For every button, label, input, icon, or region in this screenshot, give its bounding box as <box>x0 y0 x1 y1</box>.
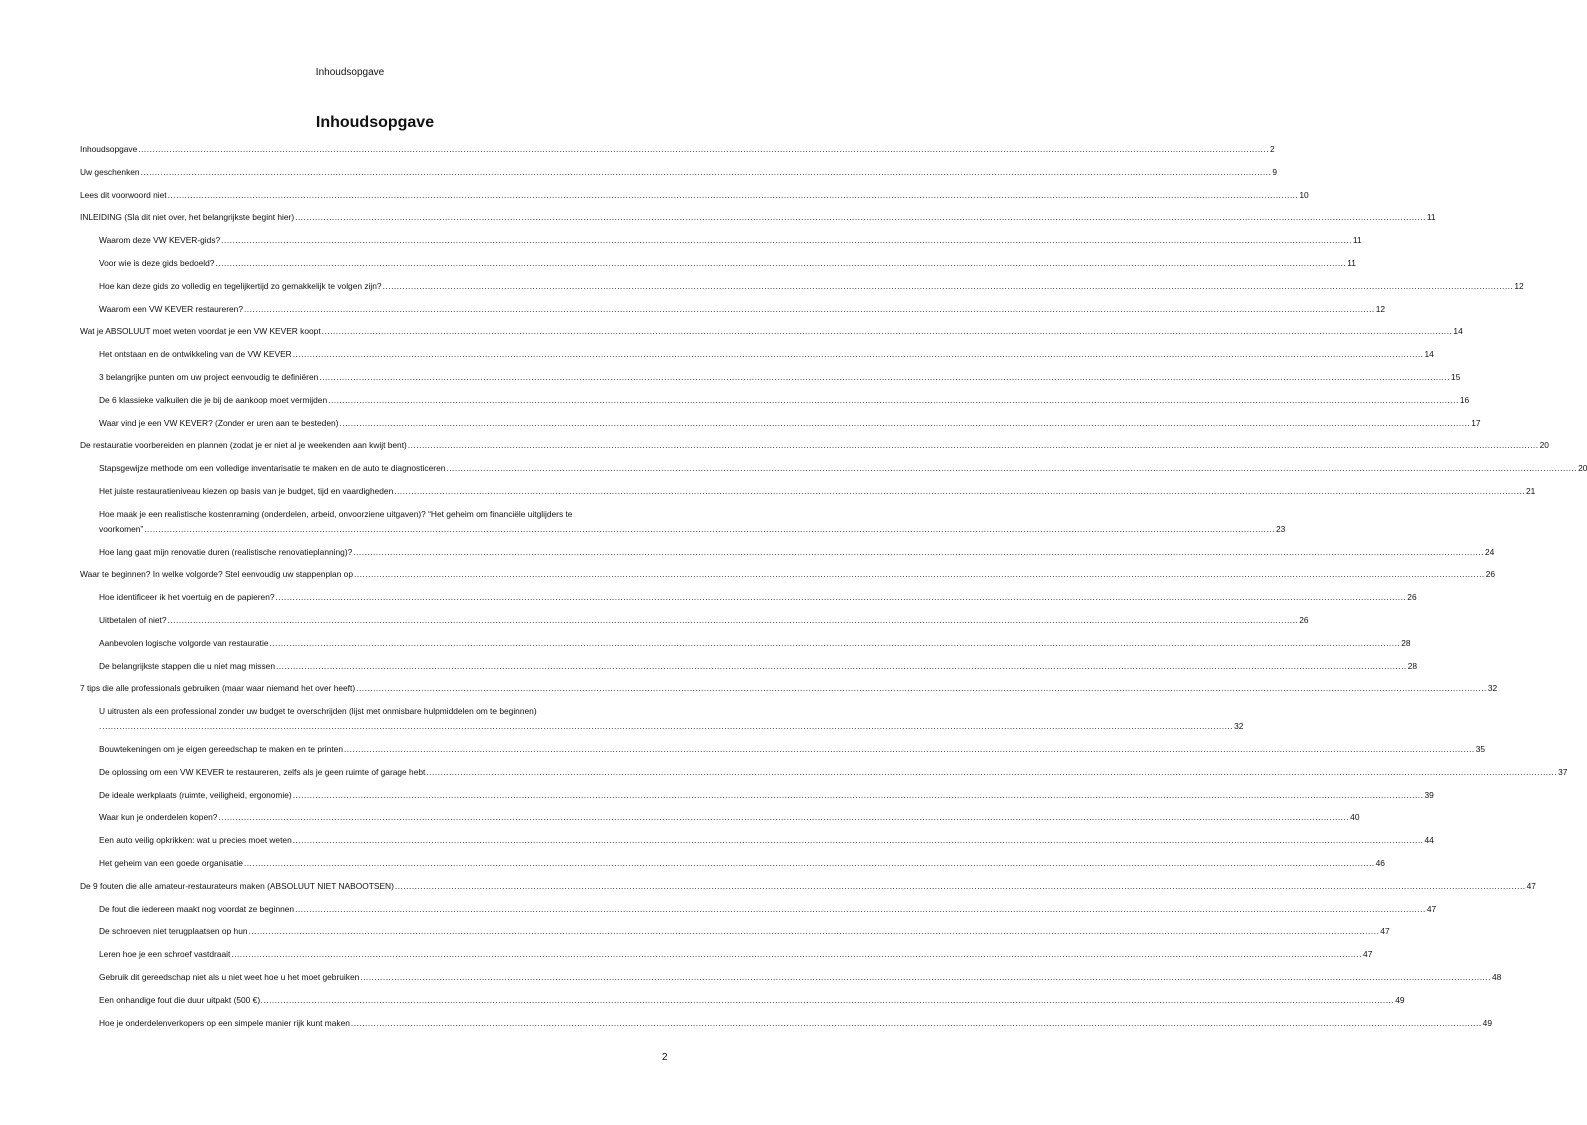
toc-leader-dots: ................................................................................................................................................................................................................................................................................................................................................................................................................ <box>446 463 1578 474</box>
toc-entry[interactable] <box>99 258 1356 269</box>
toc-entry-page: 12 <box>1514 280 1524 291</box>
toc-entry[interactable] <box>99 789 1434 801</box>
toc-entry-page: 32 <box>1234 721 1244 732</box>
toc-entry-label-continued: . <box>99 721 102 732</box>
toc-entry-page: 9 <box>1272 166 1278 177</box>
toc-entry-page: 11 <box>1352 235 1362 246</box>
toc-entry-label: De oplossing om een VW KEVER te restaureren, zelfs als je geen ruimte of garage hebt <box>99 766 426 777</box>
toc-entry[interactable] <box>99 280 1524 292</box>
toc-entry-page: 48 <box>1492 972 1502 982</box>
toc-entry-page: 28 <box>1401 637 1411 648</box>
toc-leader-dots: ................................................................................................................................................................................................................................................................................................................................................................................................................ <box>382 280 1514 291</box>
toc-leader-dots: ................................................................................................................................................................................................................................................................................................................................................................................................................ <box>231 949 1363 960</box>
toc-leader-dots: ................................................................................................................................................................................................................................................................................................................................................................................................................ <box>407 440 1539 451</box>
toc-leader-dots: ................................................................................................................................................................................................................................................................................................................................................................................................................ <box>360 972 1492 982</box>
toc-entry[interactable] <box>99 926 1390 937</box>
toc-entry-label: Stapsgewijze methode om een volledige inventarisatie te maken en de auto te diagnosticeren <box>99 463 446 474</box>
toc-entry-label: Het ontstaan en de ontwikkeling van de VW KEVER <box>99 349 292 360</box>
toc-entry[interactable] <box>99 417 1481 429</box>
toc-entry-label: Waar kun je onderdelen kopen? <box>99 812 218 823</box>
toc-entry-label: Een auto veilig opkrikken: wat u precies moet weten <box>99 835 292 846</box>
toc-entry[interactable] <box>99 858 1385 869</box>
toc-leader-dots: ................................................................................................................................................................................................................................................................................................................................................................................................................ <box>167 189 1299 200</box>
toc-entry-page: 37 <box>1558 766 1568 777</box>
toc-leader-dots: ................................................................................................................................................................................................................................................................................................................................................................................................................ <box>263 994 1395 1005</box>
toc-entry-label: De 9 fouten die alle amateur-restaurateurs maken (ABSOLUUT NIET NABOOTSEN) <box>80 880 394 891</box>
toc-entry-label: 3 belangrijke punten om uw project eenvoudig te definiëren <box>99 372 319 382</box>
toc-entry[interactable] <box>80 189 1309 201</box>
toc-entry-page: 11 <box>1426 212 1436 223</box>
toc-entry[interactable] <box>99 766 1568 778</box>
toc-entry-label-continued: voorkomen” <box>99 523 144 534</box>
toc-leader-dots: ................................................................................................................................................................................................................................................................................................................................................................................................................ <box>339 417 1471 428</box>
toc-entry-page: 49 <box>1482 1017 1492 1028</box>
toc-entry-label: Waarom deze VW KEVER-gids? <box>99 235 221 246</box>
toc-entry-label: Lees dit voorwoord niet <box>80 189 167 200</box>
toc-entry-label: Inhoudsopgave <box>80 144 138 154</box>
toc-entry-label: Een onhandige fout die duur uitpakt (500 €). <box>99 994 263 1005</box>
toc-entry[interactable] <box>99 349 1434 360</box>
toc-entry[interactable] <box>99 744 1486 755</box>
toc-entry-label: Bouwtekeningen om je eigen gereedschap te maken en te printen <box>99 744 343 754</box>
toc-entry[interactable] <box>80 212 1436 223</box>
toc-entry-page: 47 <box>1380 926 1390 937</box>
toc-leader-dots: ................................................................................................................................................................................................................................................................................................................................................................................................................ <box>321 326 1453 337</box>
page-title: Inhoudsopgave <box>315 114 435 131</box>
toc-entry-page: 11 <box>1347 258 1356 268</box>
toc-entry[interactable] <box>99 1017 1492 1029</box>
toc-entry-page: 2 <box>1270 144 1275 154</box>
toc-entry-page: 20 <box>1578 463 1587 474</box>
toc-leader-dots: ................................................................................................................................................................................................................................................................................................................................................................................................................ <box>144 523 1275 534</box>
toc-leader-dots: ................................................................................................................................................................................................................................................................................................................................................................................................................ <box>354 569 1485 580</box>
toc-entry-page: 39 <box>1424 789 1434 800</box>
toc-entry-page: 47 <box>1363 949 1373 960</box>
toc-entry-page: 26 <box>1407 592 1417 603</box>
toc-leader-dots: ................................................................................................................................................................................................................................................................................................................................................................................................................ <box>295 903 1426 914</box>
toc-entry-page: 23 <box>1275 523 1286 534</box>
toc-entry-label: Waarom een VW KEVER restaureren? <box>99 303 243 314</box>
toc-entry-label: Hoe maak je een realistische kostenraming (onderdelen, arbeid, onvoorziene uitgaven)? “Het geheim om financiële uitglijders te <box>99 508 573 519</box>
toc-entry-label: De ideale werkplaats (ruimte, veiligheid, ergonomie) <box>99 789 292 800</box>
toc-leader-dots: ................................................................................................................................................................................................................................................................................................................................................................................................................ <box>275 592 1407 603</box>
toc-leader-dots: ................................................................................................................................................................................................................................................................................................................................................................................................................ <box>102 721 1234 732</box>
toc-entry[interactable] <box>99 372 1461 383</box>
toc-entry-label: Het geheim van een goede organisatie <box>99 858 243 868</box>
toc-entry[interactable] <box>99 994 1405 1006</box>
toc-entry-page: 44 <box>1424 835 1434 846</box>
toc-entry-page: 16 <box>1459 394 1470 405</box>
toc-entry-label: Voor wie is deze gids bedoeld? <box>99 258 215 268</box>
toc-entry-label: Aanbevolen logische volgorde van restauratie <box>99 637 269 648</box>
toc-entry-label: Hoe je onderdelenverkopers op een simpele manier rijk kunt maken <box>99 1017 350 1028</box>
toc-entry-page: 47 <box>1526 880 1536 891</box>
toc-entry[interactable] <box>99 835 1434 846</box>
toc-entry-page: 12 <box>1375 303 1386 314</box>
toc-entry-label: Waar vind je een VW KEVER? (Zonder er uren aan te besteden) <box>99 417 339 428</box>
toc-entry-label: Uw geschenken <box>80 166 140 177</box>
toc-entry-label: Leren hoe je een schroef vastdraait <box>99 949 231 960</box>
toc-entry[interactable] <box>99 303 1386 315</box>
toc-leader-dots: ................................................................................................................................................................................................................................................................................................................................................................................................................ <box>243 858 1375 868</box>
toc-entry-label: Hoe identificeer ik het voertuig en de papieren? <box>99 592 275 603</box>
toc-entry-label: Waar te beginnen? In welke volgorde? Stel eenvoudig uw stappenplan op <box>80 569 353 580</box>
toc-entry[interactable] <box>99 972 1502 983</box>
toc-entry-label: De belangrijkste stappen die u niet mag missen <box>99 660 275 671</box>
toc-leader-dots: ................................................................................................................................................................................................................................................................................................................................................................................................................ <box>138 144 1270 154</box>
toc-entry[interactable] <box>99 235 1362 246</box>
toc-entry[interactable] <box>99 508 1286 535</box>
toc-leader-dots: ................................................................................................................................................................................................................................................................................................................................................................................................................ <box>167 615 1299 625</box>
toc-entry-label: U uitrusten als een professional zonder uw budget te overschrijden (lijst met onmisbare hulpmiddelen om te beginnen) <box>99 706 537 717</box>
toc-entry-label: Uitbetalen of niet? <box>99 615 167 625</box>
toc-entry[interactable] <box>99 592 1417 603</box>
toc-entry-label: De fout die iedereen maakt nog voordat ze beginnen <box>99 903 295 914</box>
toc-entry-page: 14 <box>1453 326 1463 337</box>
toc-entry-page: 28 <box>1407 660 1418 671</box>
toc-entry-page: 40 <box>1350 812 1360 823</box>
toc-entry[interactable] <box>99 949 1373 960</box>
toc-entry-page: 15 <box>1451 372 1461 382</box>
toc-entry-page: 20 <box>1539 440 1549 451</box>
toc-entry[interactable] <box>80 166 1278 178</box>
toc-entry[interactable] <box>80 144 1275 155</box>
toc-leader-dots: ................................................................................................................................................................................................................................................................................................................................................................................................................ <box>243 303 1375 314</box>
toc-leader-dots: ................................................................................................................................................................................................................................................................................................................................................................................................................ <box>215 258 1347 268</box>
toc-entry[interactable] <box>99 706 1244 732</box>
toc-entry-label: Gebruik dit gereedschap niet als u niet weet hoe u het moet gebruiken <box>99 972 360 982</box>
toc-leader-dots: ................................................................................................................................................................................................................................................................................................................................................................................................................ <box>218 812 1350 823</box>
toc-entry-page: 21 <box>1526 486 1536 496</box>
toc-entry[interactable] <box>99 660 1418 672</box>
toc-entry-page: 10 <box>1299 189 1309 200</box>
toc-entry-label: Hoe kan deze gids zo volledig en tegelijkertijd zo gemakkelijk te volgen zijn? <box>99 280 382 291</box>
toc-entry-label: De schroeven niet terugplaatsen op hun <box>99 926 248 937</box>
toc-entry[interactable] <box>99 903 1437 915</box>
toc-entry[interactable] <box>99 394 1470 406</box>
toc-entry[interactable] <box>80 880 1536 892</box>
toc-entry-label: INLEIDING (Sla dit niet over, het belangrijkste begint hier) <box>80 212 295 223</box>
toc-entry[interactable] <box>99 486 1536 497</box>
toc-entry-label: Het juiste restauratieniveau kiezen op basis van je budget, tijd en vaardigheden <box>99 486 394 496</box>
toc-entry-page: 32 <box>1487 683 1498 694</box>
toc-entry[interactable] <box>80 326 1463 337</box>
toc-leader-dots: ................................................................................................................................................................................................................................................................................................................................................................................................................ <box>394 880 1526 891</box>
toc-leader-dots: ................................................................................................................................................................................................................................................................................................................................................................................................................ <box>356 683 1487 694</box>
toc-entry-label: Wat je ABSOLUUT moet weten voordat je een VW KEVER koopt <box>80 326 321 337</box>
toc-leader-dots: ................................................................................................................................................................................................................................................................................................................................................................................................................ <box>394 486 1525 496</box>
toc-leader-dots: ................................................................................................................................................................................................................................................................................................................................................................................................................ <box>292 789 1424 800</box>
toc-leader-dots: ................................................................................................................................................................................................................................................................................................................................................................................................................ <box>353 546 1485 557</box>
toc-entry-label: 7 tips die alle professionals gebruiken (maar waar niemand het over heeft) <box>80 683 356 694</box>
toc-entry-page: 35 <box>1475 744 1486 754</box>
toc-entry[interactable] <box>80 569 1496 580</box>
toc-entry[interactable] <box>80 683 1498 694</box>
toc-entry[interactable] <box>80 440 1549 451</box>
running-header: Inhoudsopgave <box>315 67 385 78</box>
toc-leader-dots: ................................................................................................................................................................................................................................................................................................................................................................................................................ <box>350 1017 1482 1028</box>
toc-leader-dots: ................................................................................................................................................................................................................................................................................................................................................................................................................ <box>140 166 1272 177</box>
toc-entry-label: De 6 klassieke valkuilen die je bij de aankoop moet vermijden <box>99 394 328 405</box>
toc-leader-dots: ................................................................................................................................................................................................................................................................................................................................................................................................................ <box>292 835 1424 846</box>
toc-entry-label: Hoe lang gaat mijn renovatie duren (realistische renovatieplanning)? <box>99 546 353 557</box>
toc-leader-dots: ................................................................................................................................................................................................................................................................................................................................................................................................................ <box>269 637 1401 648</box>
toc-entry[interactable] <box>99 615 1309 626</box>
toc-entry-page: 14 <box>1424 349 1434 360</box>
toc-leader-dots: ................................................................................................................................................................................................................................................................................................................................................................................................................ <box>221 235 1352 246</box>
toc-leader-dots: ................................................................................................................................................................................................................................................................................................................................................................................................................ <box>343 744 1475 754</box>
toc-leader-dots: ................................................................................................................................................................................................................................................................................................................................................................................................................ <box>426 766 1558 777</box>
toc-entry-page: 47 <box>1426 903 1437 914</box>
toc-entry[interactable] <box>99 463 1587 474</box>
toc-entry-page: 49 <box>1395 994 1405 1005</box>
toc-entry-page: 17 <box>1471 417 1481 428</box>
toc-entry[interactable] <box>99 637 1411 649</box>
toc-leader-dots: ................................................................................................................................................................................................................................................................................................................................................................................................................ <box>275 660 1407 671</box>
toc-leader-dots: ................................................................................................................................................................................................................................................................................................................................................................................................................ <box>292 349 1424 360</box>
toc-entry-page: 26 <box>1485 569 1496 580</box>
page-number: 2 <box>662 1052 668 1063</box>
toc-leader-dots: ................................................................................................................................................................................................................................................................................................................................................................................................................ <box>319 372 1451 382</box>
toc-entry-page: 46 <box>1375 858 1385 868</box>
toc-entry[interactable] <box>99 812 1360 823</box>
toc-entry-label: De restauratie voorbereiden en plannen (zodat je er niet al je weekenden aan kwijt bent) <box>80 440 407 451</box>
toc-leader-dots: ................................................................................................................................................................................................................................................................................................................................................................................................................ <box>328 394 1459 405</box>
toc-entry-page: 26 <box>1299 615 1309 625</box>
toc-entry[interactable] <box>99 546 1495 558</box>
toc-leader-dots: ................................................................................................................................................................................................................................................................................................................................................................................................................ <box>248 926 1380 937</box>
toc-entry-page: 24 <box>1485 546 1495 557</box>
toc-leader-dots: ................................................................................................................................................................................................................................................................................................................................................................................................................ <box>295 212 1426 223</box>
